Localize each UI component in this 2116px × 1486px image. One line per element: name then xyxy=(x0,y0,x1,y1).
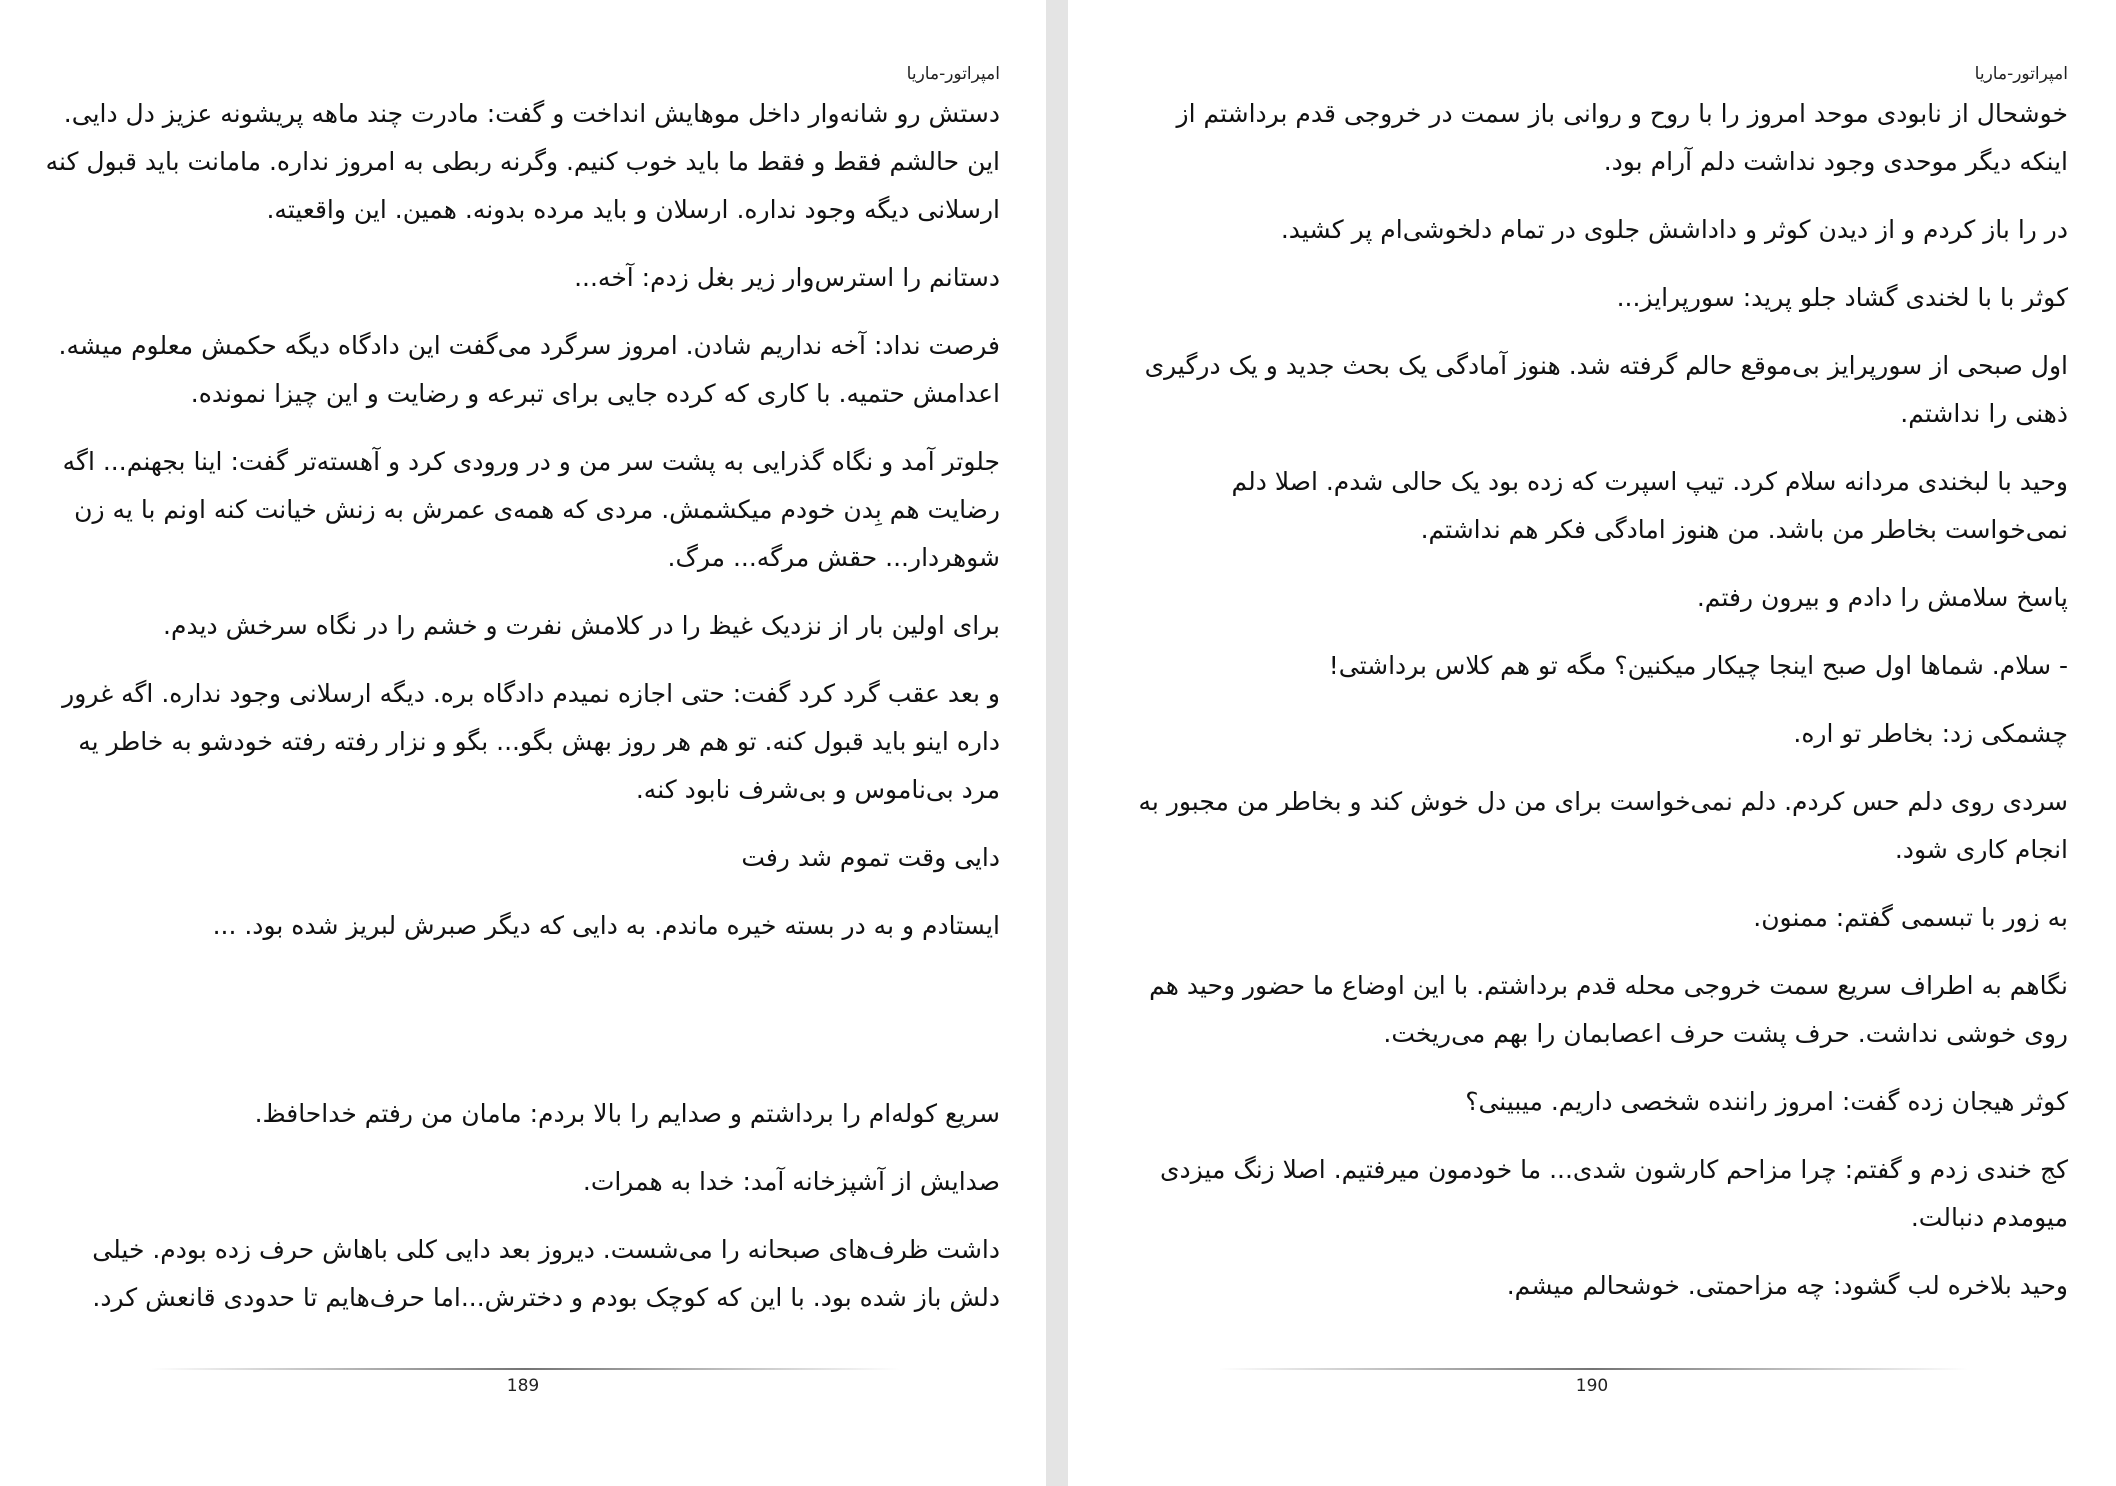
paragraph: و بعد عقب گرد کرد گفت: حتی اجازه نمیدم دادگاه بره. دیگه ارسلانی وجود نداره. اگه غرور داره اینو باید قبول کنه. تو هم هر روز بهش بگو... بگو و نزار رفته رفته خودشو به خاطر یه مرد بی‌ناموس و بی‌شرف نابود کنه. xyxy=(62,679,1000,804)
paragraph: فرصت نداد: آخه نداریم شادن. امروز سرگرد می‌گفت این دادگاه دیگه حکمش معلوم میشه. اعدامش حتمیه. با کاری که کرده جایی برای تبرعه و رضایت و این چیزا نمونده. xyxy=(58,331,1000,408)
paragraph: کوثر با با لخندی گشاد جلو پرید: سورپرایز... xyxy=(1616,283,2068,312)
footer-rule xyxy=(1218,1368,1968,1370)
running-head: امپراتور-ماریا xyxy=(906,64,1000,84)
paragraph: نگاهم به اطراف سریع سمت خروجی محله قدم برداشتم. با این اوضاع ما حضور وحید هم روی خوشی نداشت. حرف پشت حرف اعصابمان را بهم می‌ریخت. xyxy=(1149,971,2068,1048)
paragraph: صدایش از آشپزخانه آمد: خدا به همرات. xyxy=(582,1167,1000,1196)
section-break xyxy=(40,970,1000,1090)
paragraph: سردی روی دلم حس کردم. دلم نمی‌خواست برای من دل خوش کند و بخاطر من مجبور به انجام کاری شود. xyxy=(1138,787,2068,864)
running-head: امپراتور-ماریا xyxy=(1974,64,2068,84)
paragraph: اول صبحی از سورپرایز بی‌موقع حالم گرفته شد. هنوز آمادگی یک بحث جدید و یک درگیری ذهنی را نداشتم. xyxy=(1144,351,2068,428)
paragraph: پاسخ سلامش را دادم و بیرون رفتم. xyxy=(1696,583,2068,612)
paragraph: جلوتر آمد و نگاه گذرایی به پشت سر من و در ورودی کرد و آهسته‌تر گفت: اینا بجهنم... اگه رضایت هم بِدن خودم میکشمش. مردی که همه‌ی عمرش به زنش خیانت کنه اونم با یه زن شوهردار... حقش مرگه... مرگ. xyxy=(62,447,1000,572)
body-text xyxy=(40,90,1000,1342)
body-text xyxy=(1128,90,2068,1330)
paragraph: سریع کوله‌ام را برداشتم و صدایم را بالا بردم: مامان من رفتم خداحافظ. xyxy=(254,1099,1000,1128)
page-number: 189 xyxy=(506,1376,540,1396)
paragraph: دستانم را استرس‌وار زیر بغل زدم: آخه... xyxy=(574,263,1000,292)
paragraph: در را باز کردم و از دیدن کوثر و داداشش جلوی در تمام دلخوشی‌ام پر کشید. xyxy=(1280,215,2068,244)
page-number: 190 xyxy=(1575,1376,1609,1396)
page-right xyxy=(1068,0,2116,1486)
footer-rule xyxy=(150,1368,900,1370)
paragraph: داشت ظرف‌های صبحانه را می‌شست. دیروز بعد دایی کلی باهاش حرف زده بودم. خیلی دلش باز شده بود. با این که کوچک بودم و دخترش...اما حرف‌هایم تا حدودی قانعش کرد. xyxy=(92,1235,1000,1312)
paragraph: - سلام. شماها اول صبح اینجا چیکار میکنین؟ مگه تو هم کلاس برداشتی! xyxy=(1328,651,2068,680)
page-left xyxy=(0,0,1046,1486)
paragraph: کج خندی زدم و گفتم: چرا مزاحم کارشون شدی... ما خودمون میرفتیم. اصلا زنگ میزدی میومدم دنبالت. xyxy=(1159,1155,2068,1232)
paragraph: وحید بلاخره لب گشود: چه مزاحمتی. خوشحالم میشم. xyxy=(1506,1271,2068,1300)
paragraph: به زور با تبسمی گفتم: ممنون. xyxy=(1753,903,2068,932)
paragraph: ایستادم و به در بسته خیره ماندم. به دایی که دیگر صبرش لبریز شده بود. ... xyxy=(212,911,1000,940)
paragraph: دایی وقت تموم شد رفت xyxy=(741,843,1000,872)
paragraph: کوثر هیجان زده گفت: امروز راننده شخصی داریم. میبینی؟ xyxy=(1465,1087,2068,1116)
paragraph: برای اولین بار از نزدیک غیظ را در کلامش نفرت و خشم را در نگاه سرخش دیدم. xyxy=(163,611,1000,640)
paragraph: دستش رو شانه‌وار داخل موهایش انداخت و گفت: مادرت چند ماهه پریشونه عزیز دل دایی. این حالشم فقط و فقط ما باید خوب کنیم. وگرنه ربطی به امروز نداره. مامانت باید قبول کنه ارسلانی دیگه وجود نداره. ارسلان و باید مرده بدونه. همین. این واقعیته. xyxy=(45,99,1000,224)
paragraph: وحید با لبخندی مردانه سلام کرد. تیپ اسپرت که زده بود یک حالی شدم. اصلا دلم نمی‌خواست بخاطر من باشد. من هنوز امادگی فکر هم نداشتم. xyxy=(1231,467,2068,544)
paragraph: خوشحال از نابودی موحد امروز را با روح و روانی باز سمت در خروجی قدم برداشتم از اینکه دیگر موحدی وجود نداشت دلم آرام بود. xyxy=(1176,99,2068,176)
paragraph: چشمکی زد: بخاطر تو اره. xyxy=(1793,719,2068,748)
